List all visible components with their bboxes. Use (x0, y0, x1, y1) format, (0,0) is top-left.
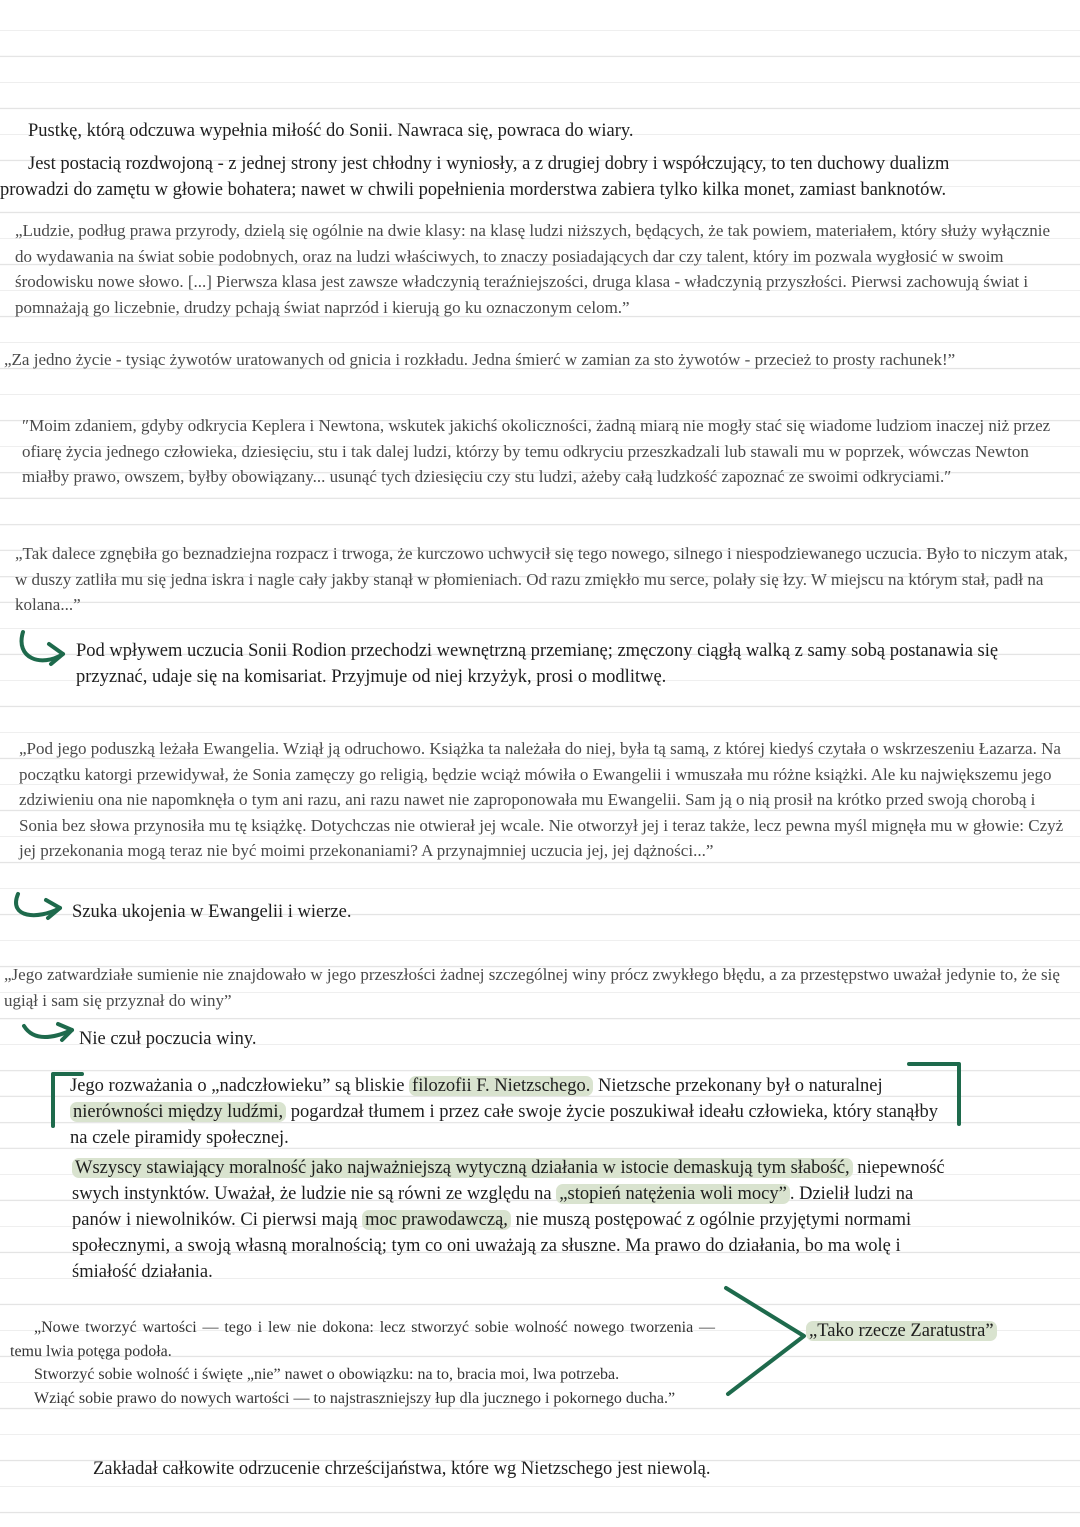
paragraph-dualism-line-1: Jest postacią rozdwojoną - z jednej strony jest chłodny i wyniosły, a z drugiej dobry i współczujący, to ten duchowy dualizm (28, 154, 950, 174)
curved-arrow-icon (15, 628, 75, 678)
zaratustra-line-3: Wziąć sobie prawo do nowych wartości — to najstraszniejszy łup dla jucznego i pokornego ducha.” (34, 1389, 676, 1407)
quote-one-life: „Za jedno życie - tysiąc żywotów uratowanych od gnicia i rozkładu. Jedna śmierć w zamian za sto żywotów - przecież to prosty rachunek!” (4, 350, 956, 369)
zaratustra-line-1: „Nowe tworzyć wartości — tego i lew nie dokona: lecz stworzyć sobie wolność nowego tworzenia — temu lwia potęga podoła. (10, 1319, 715, 1360)
note-no-guilt: Nie czuł poczucia winy. (79, 1029, 257, 1049)
nietzsche-paragraph-1 (70, 1073, 950, 1151)
quote-despair: „Tak dalece zgnębiła go beznadziejna rozpacz i trwoga, że kurczowo uchwycił się tego nowego, silnego i niespodziewanego uczucia. Było to niczym atak, w duszy zatliła mu się jedna iskra i nagle cały jakby stanął w płomieniach. Od razu zmiękło mu serce, polały się łzy. W miejscu na którym stał, padł na kolana...” (15, 544, 1068, 614)
nietzsche-text: nie muszą postępować z ogólnie przyjętymi normami społecznymi, a swoją własną moralnością; tym co oni uważają za słuszne. Ma prawo do działania, bo ma wolę i śmiałość działania. (72, 1210, 912, 1282)
note-seeks-comfort: Szuka ukojenia w Ewangelii i wierze. (72, 902, 352, 922)
highlight-inequality: nierówności między ludźmi, (70, 1102, 286, 1122)
nietzsche-paragraph-2 (72, 1155, 952, 1285)
quote-two-classes: „Ludzie, podług prawa przyrody, dzielą się ogólnie na dwie klasy: na klasę ludzi niższych, będących, że tak powiem, materiałem, który służy wyłącznie do wydawania na świat sobie podobnych, oraz na ludzi właściwych, to znaczy posiadających dar czy talent, który im pozwala wygłosić w swoim środowisku nowe słowo. [...] Pierwsza klasa jest zawsze władczynią teraźniejszości, druga klasa - władczynią przyszłości. Pierwsi zachowują świat i pomnażają go liczebnie, drudzy pchają świat naprzód i kierują go ku oznaczonym celom.” (15, 221, 1051, 317)
highlight-legislative-power: moc prawodawczą, (362, 1210, 511, 1230)
zaratustra-title (806, 1318, 1066, 1344)
highlight-will-to-power: „stopień natężenia woli mocy” (556, 1184, 790, 1204)
curved-arrow-icon (20, 1018, 80, 1048)
quote-conscience: „Jego zatwardziałe sumienie nie znajdowało w jego przeszłości żadnej szczególnej winy prócz zwykłego błędu, a za przestępstwo uważał jedynie to, że się ugiął i sam się przyznał do winy” (4, 965, 1060, 1010)
nietzsche-text: Jego rozważania o „nadczłowieku” są bliskie (70, 1076, 410, 1096)
quote-zaratustra (10, 1316, 715, 1410)
note-inner-change: Pod wpływem uczucia Sonii Rodion przechodzi wewnętrzną przemianę; zmęczony ciągłą walką z samy sobą postanawia się przyznać, udaje się na komisariat. Przyjmuje od niej krzyżyk, prosi o modlitwę. (76, 641, 999, 687)
quote-gospel: „Pod jego poduszką leżała Ewangelia. Wziął ją odruchowo. Książka ta należała do niej, była tą samą, z której kiedyś czytała o wskrzeszeniu Łazarza. Na początku katorgi przewidywał, że Sonia zamęczy go religią, będzie wciąż mówiła o Ewangelii i wmuszała mu różne książki. Ale ku największemu jego zdziwieniu ona nie napomknęła o tym ani razu, ani razu nawet nie zaproponowała mu Ewangelii. Sam ją o nią prosił na krótko przed swoją chorobą i Sonia bez słowa przynosiła mu tę książkę. Dotychczas nie otwierał jej wcale. Nie otworzył jej i teraz także, lecz pewna myśl mignęła mu w głowie: Czyż jej przekonania mogą teraz nie być moimi przekonaniami? A przynajmniej uczucia jej, jej dążności...” (19, 739, 1064, 860)
paragraph-dualism (0, 151, 1080, 203)
nietzsche-text: . Dzielił ludzi na panów i niewolników. Ci pierwsi mają (72, 1184, 914, 1230)
zaratustra-line-2: Stworzyć sobie wolność i święte „nie” nawet o obowiązku: na to, bracia moi, lwa potrzeba. (34, 1366, 620, 1383)
paragraph-dualism-line-2: prowadzi do zamętu w głowie bohatera; nawet w chwili popełnienia morderstwa zabiera tylko kilka monet, zamiast banknotów. (0, 180, 947, 200)
highlight-morality-weakness: Wszyscy stawiający moralność jako najważniejszą wytyczną działania w istocie demaskują tym słabość, (72, 1158, 853, 1178)
conclusion-christianity: Zakładał całkowite odrzucenie chrześcijaństwa, które wg Nietzschego jest niewolą. (93, 1459, 711, 1479)
paragraph-conversion: Pustkę, którą odczuwa wypełnia miłość do Sonii. Nawraca się, powraca do wiary. (28, 121, 634, 141)
nietzsche-text: Nietzsche przekonany był o naturalnej (593, 1076, 883, 1096)
curved-arrow-icon (8, 890, 68, 930)
quote-kepler-newton: ″Moim zdaniem, gdyby odkrycia Keplera i Newtona, wskutek jakichś okoliczności, żadną miarą nie mogły stać się wiadome ludziom inaczej niż przez ofiarę życia jednego człowieka, dziesięciu, stu i tak dalej ludzi, którzy by temu odkryciu przeszkadzali lub stawali mu w poprzek, wówczas Newton miałby prawo, owszem, byłby obowiązany... usunąć tych dziesięciu czy stu ludzi, ażeby całą ludzkość zapoznać ze swoimi odkryciami.″ (22, 416, 1051, 486)
highlight-nietzsche-philosophy: filozofii F. Nietzschego. (409, 1076, 593, 1096)
highlight-zaratustra-title: „Tako rzecze Zaratustra” (806, 1321, 997, 1341)
nietzsche-text: niepewność swych instynktów. Uważał, że ludzie nie są równi ze względu na (72, 1158, 945, 1204)
nietzsche-text: pogardzał tłumem i przez całe swoje życie poszukiwał ideału człowieka, który stanąłby na czele piramidy społecznej. (70, 1102, 939, 1148)
chevron-right-icon (722, 1284, 812, 1399)
